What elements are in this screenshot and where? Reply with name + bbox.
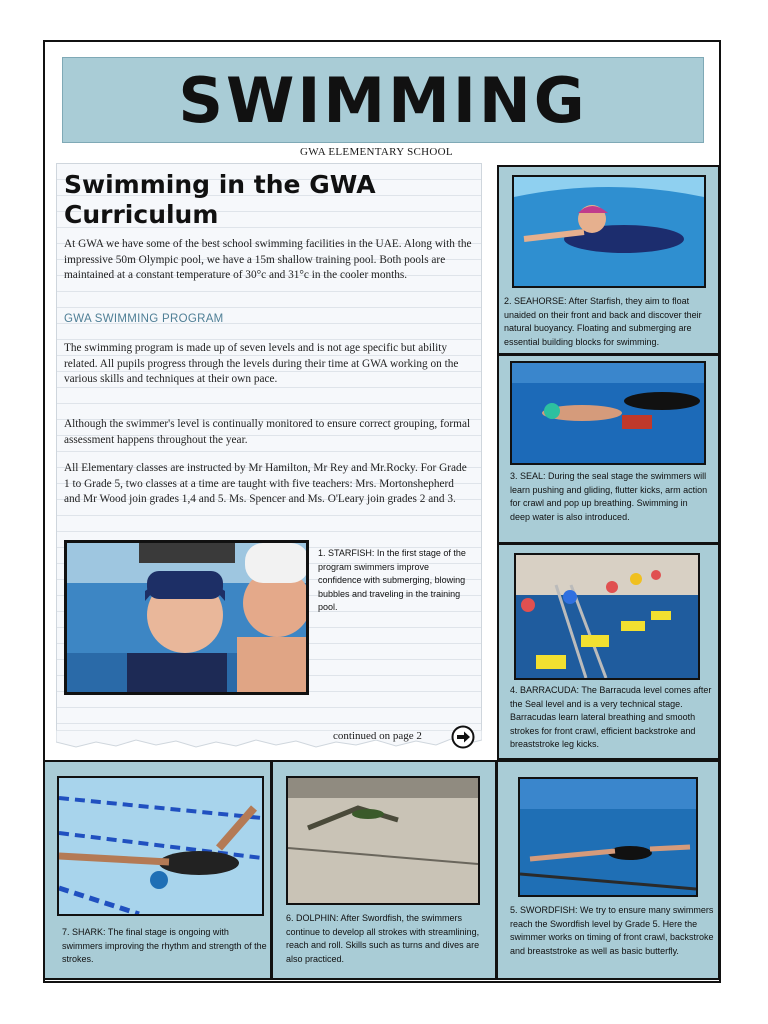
shark-photo (57, 776, 264, 916)
barracuda-caption: 4. BARRACUDA: The Barracuda level comes after the Seal level and is a very technical stage. Barracudas learn lateral breathing and smooth strokes for front crawl, efficient backstroke and breaststroke leg kicks. (510, 685, 712, 750)
instructors-paragraph: All Elementary classes are instructed by Mr Hamilton, Mr Rey and Mr.Rocky. For Grade 1 to Grade 5, two classes at a time are taught with five teachers: Mrs. Mortonshepherd and Mr Wood join grades 1,4 and 5. Ms. Spencer and Ms. O'Leary join grades 2 and 3. (64, 462, 467, 506)
seal-photo (510, 361, 706, 465)
article-headline: Swimming in the GWA Curriculum (64, 170, 376, 229)
shark-caption: 7. SHARK: The final stage is ongoing with swimmers improving the rhythm and strength of the strokes. (62, 927, 267, 965)
school-name: GWA ELEMENTARY SCHOOL (300, 146, 453, 158)
assessment-paragraph: Although the swimmer's level is continually monitored to ensure correct grouping, formal assessment happens throughout the year. (64, 418, 471, 446)
program-paragraph: The swimming program is made up of seven levels and is not age specific but ability related. All pupils progress through the levels during their time at GWA working on the various skills and techniques at their own pace. (64, 342, 459, 386)
seahorse-caption: 2. SEAHORSE: After Starfish, they aim to float unaided on their front and back and discover their natural buoyancy. Floating and submerging are essential building blocks for swimming. (504, 296, 702, 347)
dolphin-photo (286, 776, 480, 905)
seahorse-photo (512, 175, 706, 288)
program-heading: GWA SWIMMING PROGRAM (64, 313, 224, 325)
intro-paragraph: At GWA we have some of the best school swimming facilities in the UAE. Along with the impressive 50m Olympic pool, we have a 15m shallow training pool. Both pools are maintained at a constant temperature of 30°c and 31°c in the cooler months. (64, 238, 472, 282)
starfish-photo (64, 540, 309, 695)
next-page-arrow-icon[interactable] (451, 725, 475, 749)
title-banner (62, 57, 704, 143)
barracuda-photo (514, 553, 700, 680)
starfish-caption: 1. STARFISH: In the first stage of the program swimmers improve confidence with submerging, blowing bubbles and traveling in the training pool. (318, 548, 466, 613)
dolphin-caption: 6. DOLPHIN: After Swordfish, the swimmers continue to develop all strokes with streamlining, reach and roll. Skills such as turns and dives are also practiced. (286, 913, 480, 964)
swordfish-photo (518, 777, 698, 897)
swordfish-caption: 5. SWORDFISH: We try to ensure many swimmers reach the Swordfish level by Grade 5. Here the swimmer works on timing of front crawl, backstroke and breaststroke as well as basic butterfly. (510, 905, 714, 956)
continued-text: continued on page 2 (333, 730, 422, 742)
page-title: SWIMMING (178, 63, 588, 137)
seal-caption: 3. SEAL: During the seal stage the swimmers will learn pushing and gliding, flutter kicks, arm action for crawl and pop up breathing. Swimming in deep water is also introduced. (510, 471, 708, 522)
